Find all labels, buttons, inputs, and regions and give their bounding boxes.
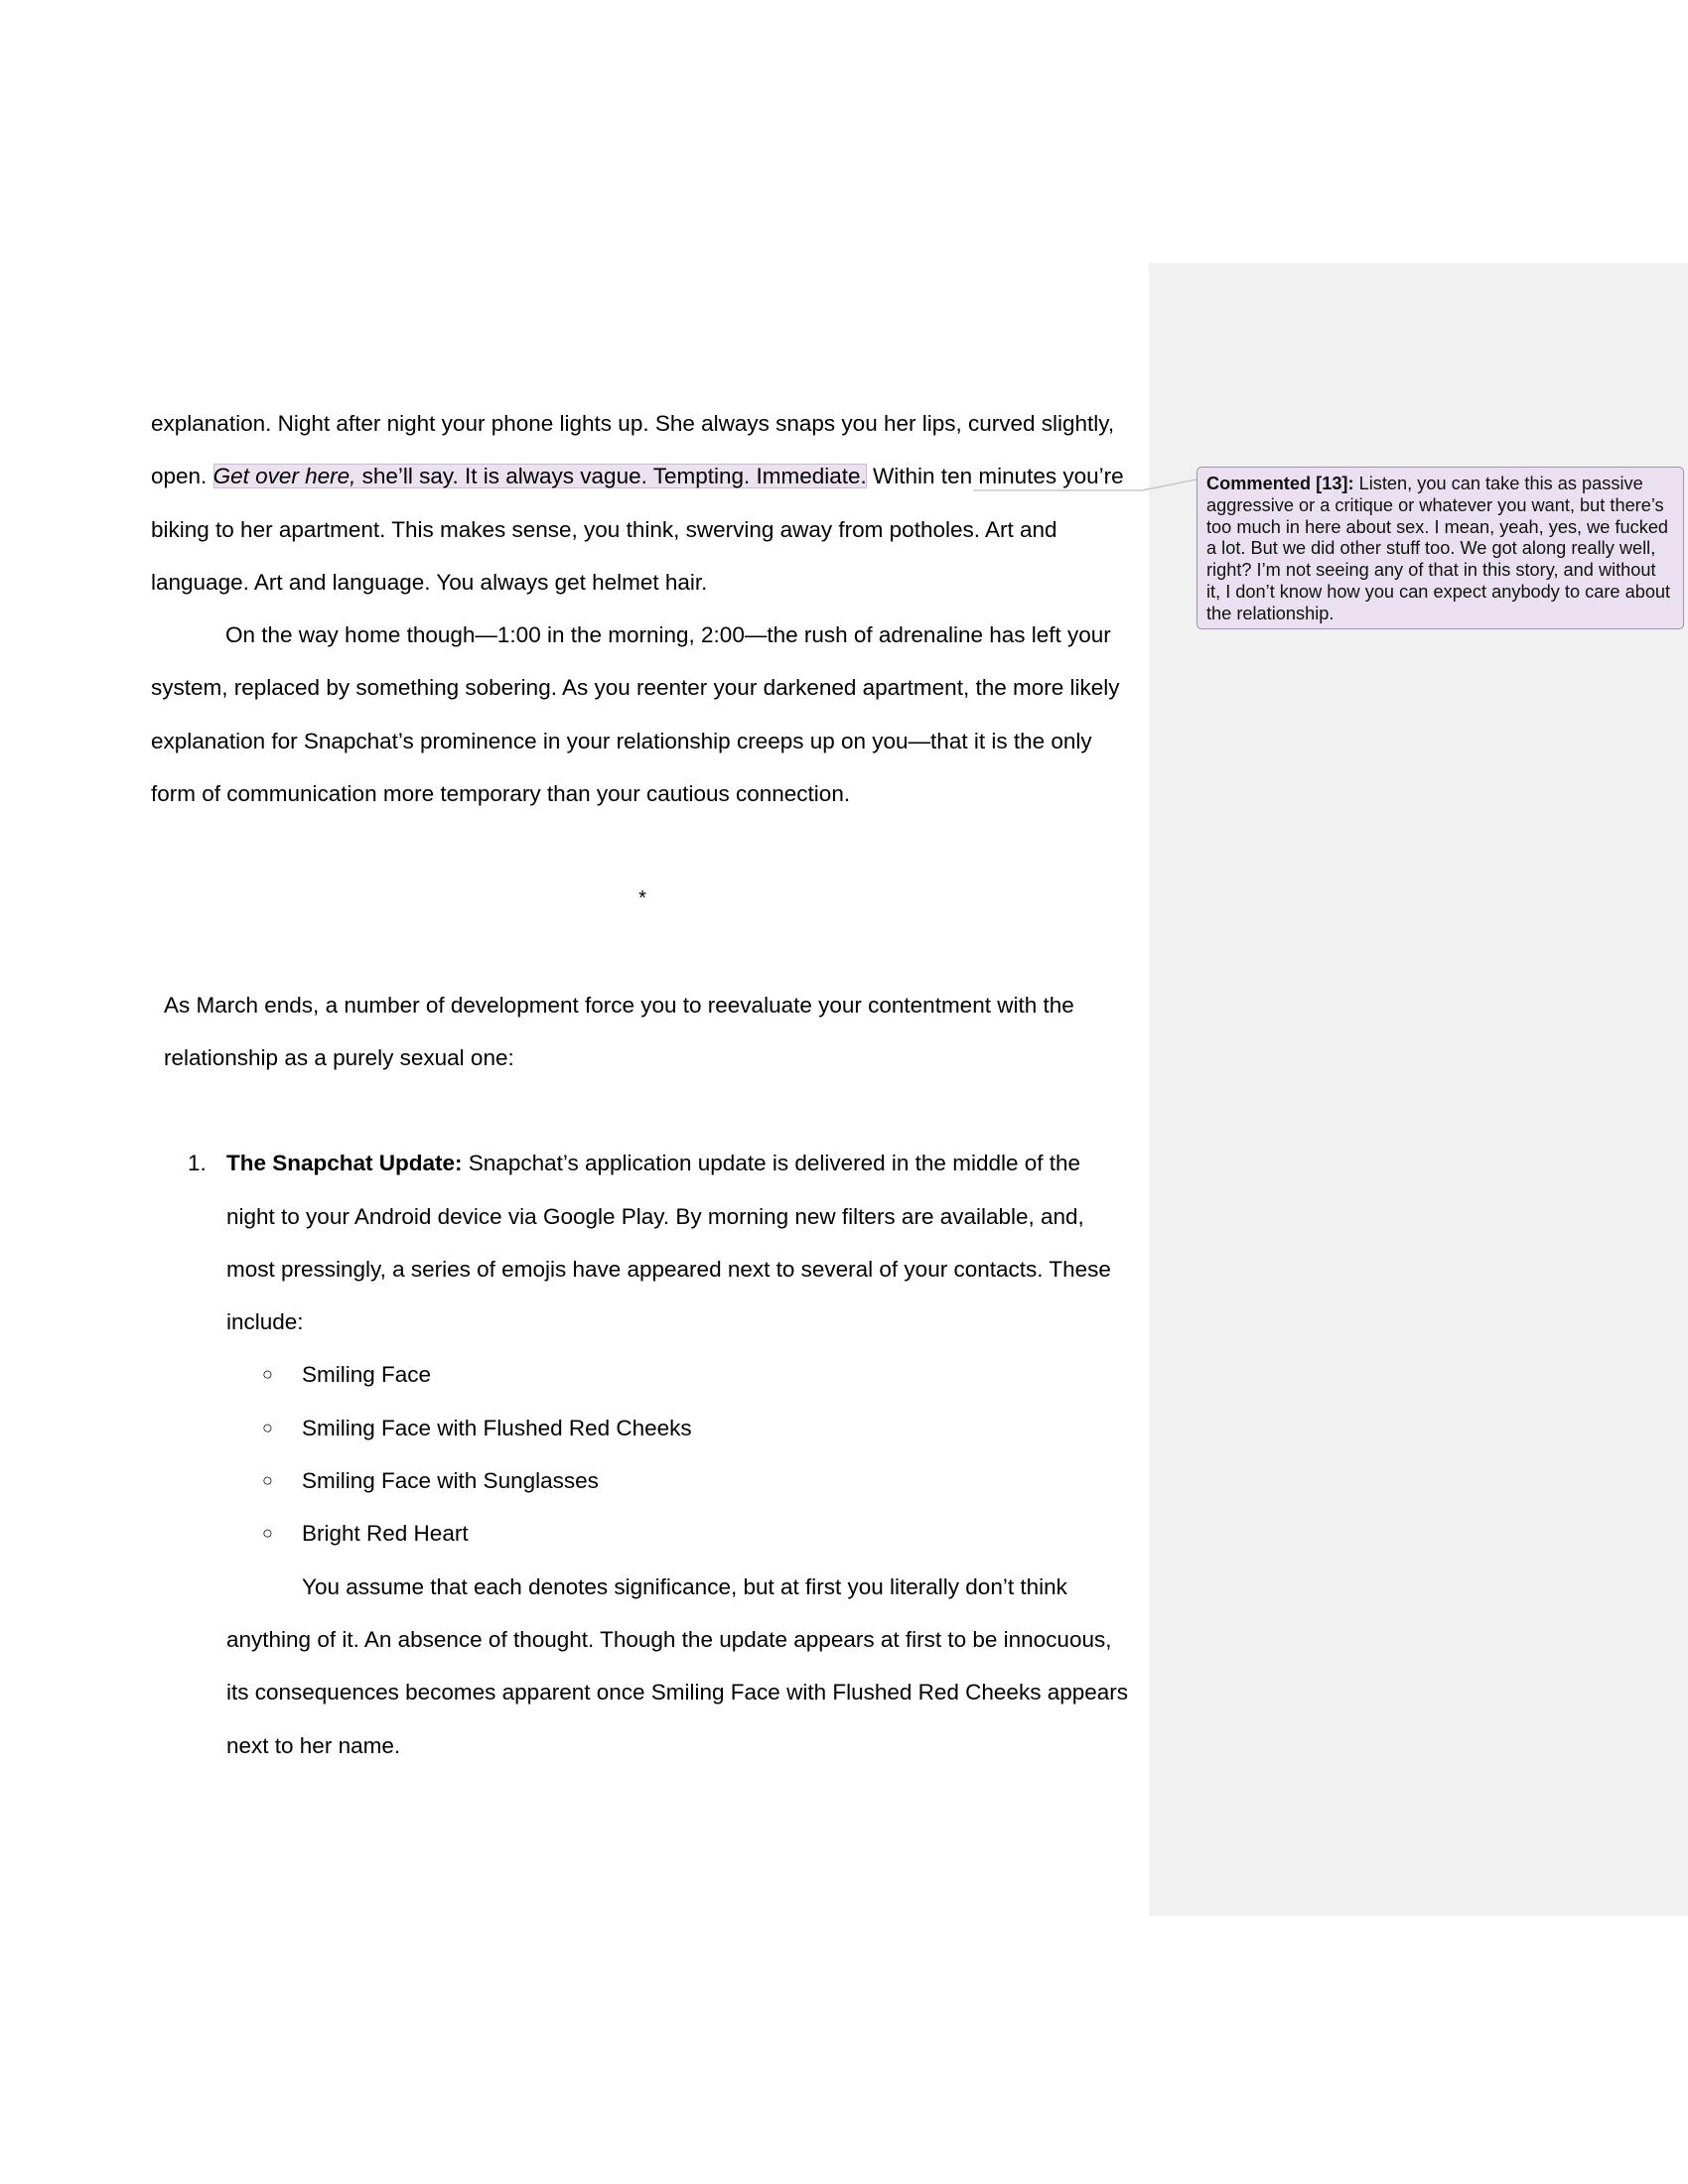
list-item-body: Snapchat’s application update is delivered in the middle of the night to your Android device via Google Play. By morning new filters are available, and, most pressingly, a series of emojis have appeared next to several of your contacts. These include: [226,1151,1111,1335]
sub-list-item-text: Smiling Face [302,1362,432,1388]
sub-list-item-text: Smiling Face with Sunglasses [302,1468,599,1494]
circle-bullet-icon: ○ [262,1470,273,1491]
commented-text-highlight[interactable] [213,464,867,488]
paragraph-text: Within ten minutes you’re biking to her apartment. This makes sense, you think, swerving away from potholes. Art and language. Art and language. You always get helmet hair. [151,464,1124,595]
highlight-text: she’ll say. It is always vague. Tempting. Immediate. [355,464,867,489]
paragraph: On the way home though—1:00 in the morning, 2:00—the rush of adrenaline has left your system, replaced by something sobering. As you reenter your darkened apartment, the more likely explanation for Snapchat’s prominence in your relationship creeps up on you—that it is the only form of communication more temporary than your cautious connection. [151,622,1120,807]
comment-balloon[interactable] [1196,467,1684,629]
spacer [151,1084,1134,1137]
sub-list-item [151,1507,1134,1560]
continuation-text: You assume that each denotes significance, but at first you literally don’t think anything of it. An absence of thought. Though the update appears at first to be innocuous, its consequences becomes apparent once Smiling Face with Flushed Red Cheeks appears next to her name. [226,1573,1129,1758]
sub-list-item [151,1402,1134,1454]
document-body [151,397,1134,1772]
sub-list-item-text: Smiling Face with Flushed Red Cheeks [302,1415,692,1440]
sub-list-item [151,1454,1134,1507]
sub-list-item [151,1348,1134,1401]
list-continuation [151,1561,1134,1772]
list-item-text [226,1137,1134,1348]
circle-bullet-icon: ○ [262,1523,273,1544]
list-item-title: The Snapchat Update: [226,1151,463,1176]
section-separator: * [638,887,646,910]
comment-text: Listen, you can take this as passive aggressive or a critique or whatever you want, but there’s too much in here about sex. I mean, yeah, yes, we fucked a lot. But we did other stuff too. We got along really well, right? I’m not seeing any of that in this story, and without it, I don’t know how you can expect anybody to care about the relationship. [1206,474,1671,623]
list-intro: As March ends, a number of development force you to reevaluate your contentment with the relationship as a purely sexual one: [164,992,1074,1070]
italic-quote: Get over here, [212,464,356,489]
sub-list-item-text: Bright Red Heart [302,1521,469,1547]
circle-bullet-icon: ○ [262,1364,273,1385]
sub-list [151,1348,1134,1560]
paragraph-text: explanation. Night after night your phone lights up. She always snaps you her lips, curved slightly, open. [151,411,1115,489]
circle-bullet-icon: ○ [262,1417,273,1437]
numbered-list-item [151,1137,1134,1348]
comment-label: Commented [13]: [1206,474,1354,493]
list-number: 1. [188,1151,207,1176]
paragraph [151,397,1134,609]
